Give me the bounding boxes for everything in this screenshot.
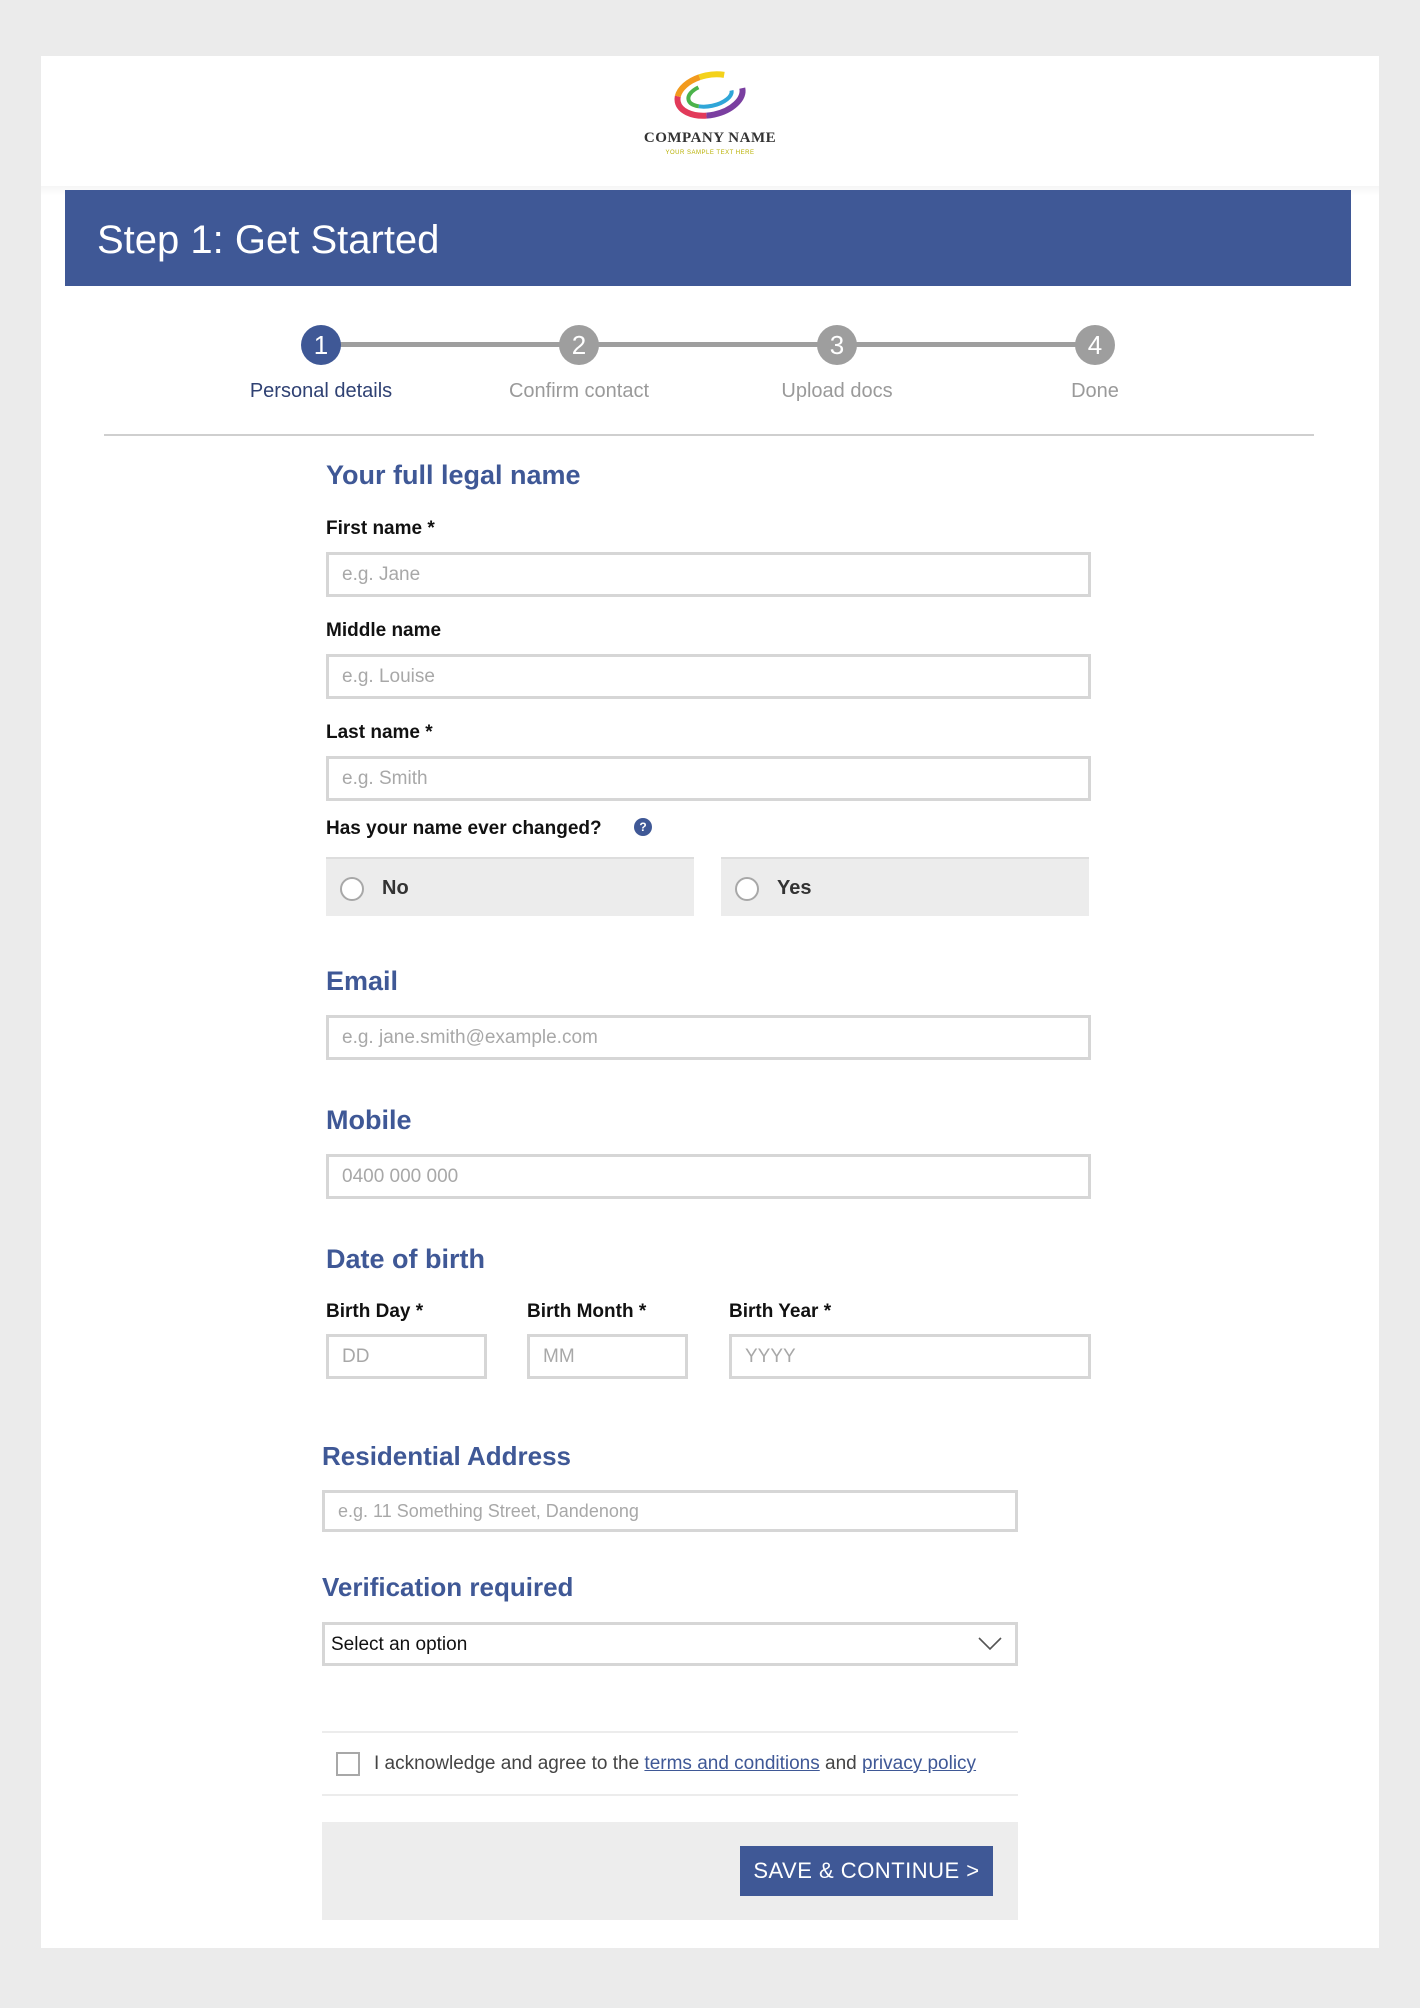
logo-swirl-icon (670, 64, 750, 126)
last-name-label: Last name * (326, 722, 433, 743)
chevron-down-icon (977, 1633, 1003, 1655)
section-divider (104, 434, 1314, 436)
birth-day-input[interactable] (326, 1334, 487, 1379)
address-input[interactable] (322, 1490, 1018, 1532)
radio-label-yes: Yes (777, 877, 812, 899)
stepper-connector (579, 342, 837, 347)
help-icon[interactable]: ? (634, 818, 652, 836)
radio-button-icon[interactable] (340, 877, 364, 901)
page-title: Step 1: Get Started (97, 218, 440, 262)
birth-year-label: Birth Year * (729, 1301, 832, 1322)
step-2-circle[interactable]: 2 (559, 325, 599, 365)
form-card (41, 56, 1379, 1948)
radio-option-no[interactable] (326, 857, 694, 916)
middle-name-input[interactable] (326, 654, 1091, 699)
step-1-label[interactable]: Personal details (249, 380, 393, 402)
email-input[interactable] (326, 1015, 1091, 1060)
birth-day-label: Birth Day * (326, 1301, 424, 1322)
step-4-label[interactable]: Done (1071, 380, 1119, 402)
company-logo (41, 56, 1379, 190)
stepper-connector (837, 342, 1095, 347)
birth-month-label: Birth Month * (527, 1301, 647, 1322)
step-4-circle[interactable]: 4 (1075, 325, 1115, 365)
company-tagline: YOUR SAMPLE TEXT HERE (665, 150, 755, 156)
last-name-input[interactable] (326, 756, 1091, 801)
ack-conjunction: and (825, 1753, 857, 1774)
ack-divider-top (322, 1731, 1018, 1733)
radio-option-yes[interactable] (721, 857, 1089, 916)
verification-heading: Verification required (322, 1572, 574, 1602)
ack-divider-bottom (322, 1794, 1018, 1796)
step-3-label[interactable]: Upload docs (781, 380, 893, 402)
birth-month-input[interactable] (527, 1334, 688, 1379)
birth-year-input[interactable] (729, 1334, 1091, 1379)
verification-select[interactable] (322, 1622, 1018, 1666)
step-1-circle[interactable]: 1 (301, 325, 341, 365)
radio-button-icon[interactable] (735, 877, 759, 901)
first-name-input[interactable] (326, 552, 1091, 597)
agree-checkbox[interactable] (336, 1752, 360, 1776)
legal-name-heading: Your full legal name (326, 460, 581, 490)
privacy-link[interactable]: privacy policy (862, 1753, 977, 1774)
name-changed-question: Has your name ever changed? (326, 818, 602, 839)
first-name-label: First name * (326, 518, 435, 539)
email-heading: Email (326, 966, 399, 996)
company-name: COMPANY NAME (643, 130, 777, 146)
ack-text (374, 1753, 976, 1775)
address-heading: Residential Address (322, 1441, 572, 1471)
middle-name-label: Middle name (326, 620, 442, 641)
mobile-heading: Mobile (326, 1105, 412, 1135)
step-2-label[interactable]: Confirm contact (508, 380, 650, 402)
step-banner (65, 190, 1351, 286)
step-3-circle[interactable]: 3 (817, 325, 857, 365)
save-continue-button[interactable]: SAVE & CONTINUE > (740, 1846, 993, 1896)
dob-heading: Date of birth (326, 1244, 485, 1274)
terms-link[interactable]: terms and conditions (644, 1753, 820, 1774)
stepper-connector (321, 342, 579, 347)
mobile-input[interactable] (326, 1154, 1091, 1199)
ack-prefix: I acknowledge and agree to the (374, 1753, 640, 1774)
radio-label-no: No (382, 877, 409, 899)
select-value: Select an option (331, 1634, 468, 1655)
